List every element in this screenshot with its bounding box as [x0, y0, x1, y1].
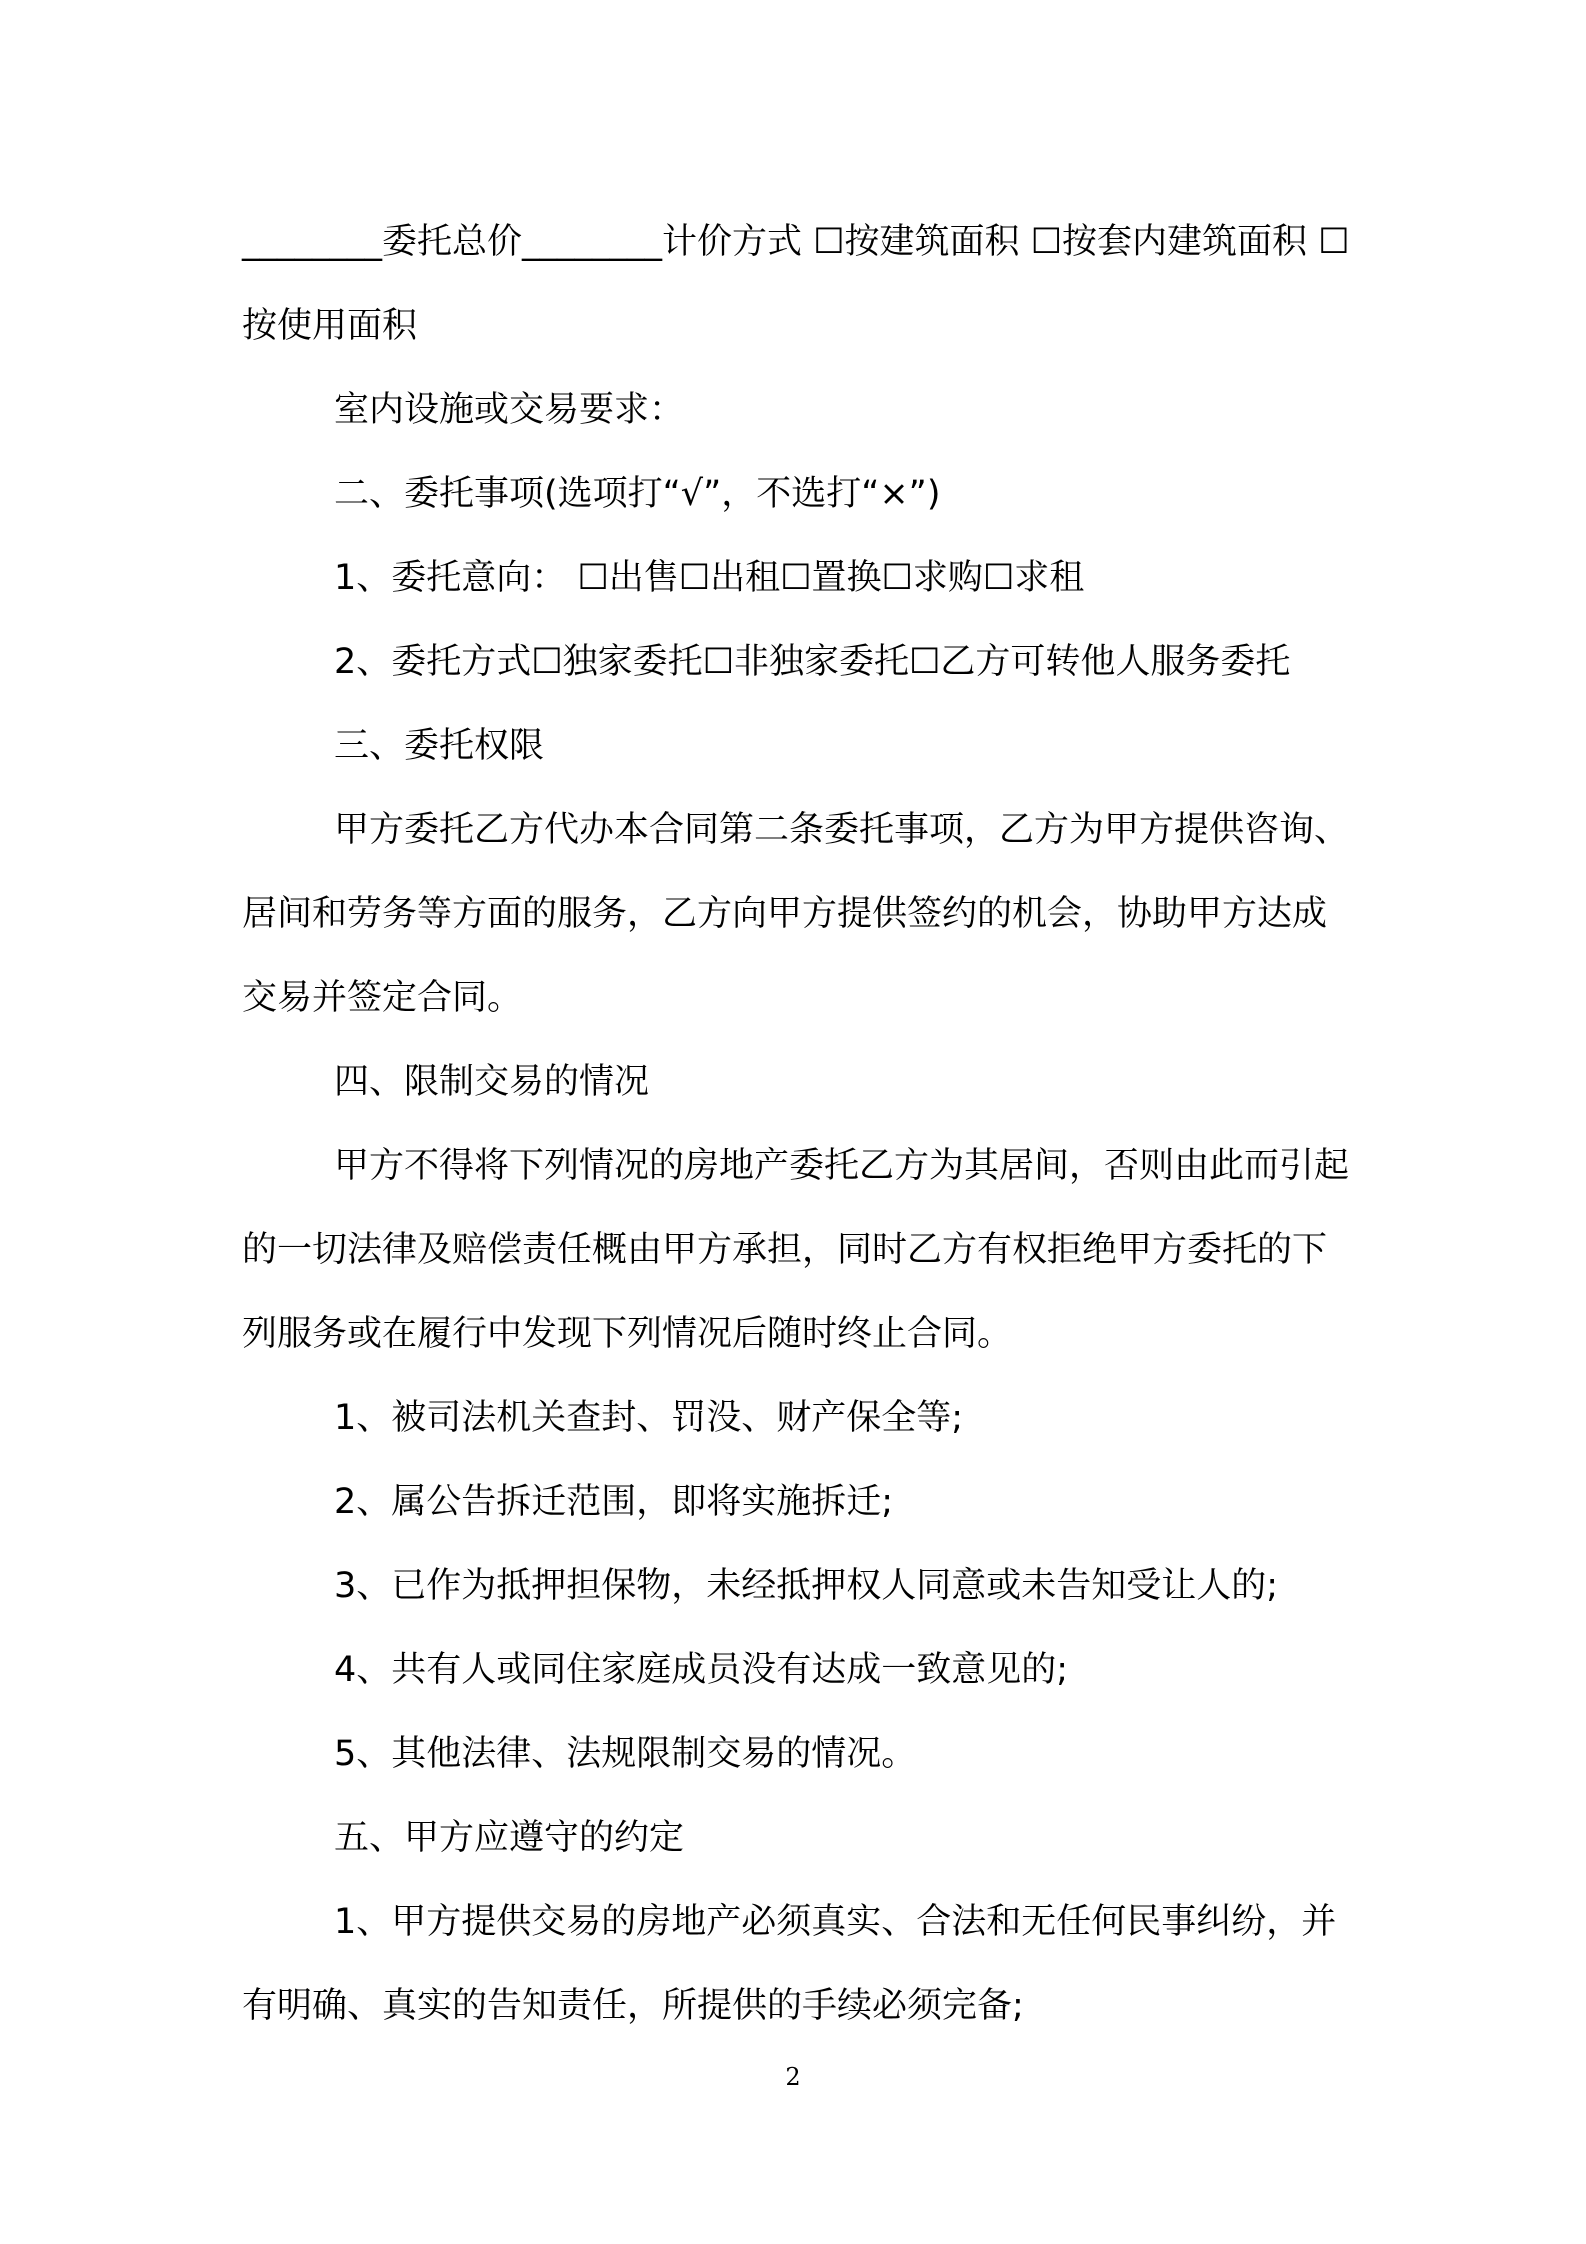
section-heading-3: 三、委托权限: [334, 726, 545, 766]
list-item-restriction-4: 4、共有人或同住家庭成员没有达成一致意见的;: [334, 1650, 1069, 1690]
paragraph-price-method: ________委托总价________计价方式 ☐按建筑面积 ☐按套内建筑面积 ☐按使用面积: [242, 222, 1350, 346]
paragraph-facility-requirements: 室内设施或交易要求：: [334, 390, 685, 430]
list-item-restriction-5: 5、其他法律、法规限制交易的情况。: [334, 1734, 917, 1774]
list-item-obligation-1: 1、甲方提供交易的房地产必须真实、合法和无任何民事纠纷，并有明确、真实的告知责任，所提供的手续必须完备;: [242, 1902, 1337, 2026]
paragraph-authority: 甲方委托乙方代办本合同第二条委托事项，乙方为甲方提供咨询、居间和劳务等方面的服务，乙方向甲方提供签约的机会，协助甲方达成交易并签定合同。: [242, 810, 1350, 1018]
paragraph-intent: 1、委托意向： ☐出售☐出租☐置换☐求购☐求租: [334, 558, 1085, 598]
section-heading-4: 四、限制交易的情况: [334, 1062, 650, 1102]
list-item-restriction-3: 3、已作为抵押担保物，未经抵押权人同意或未告知受让人的;: [334, 1566, 1279, 1606]
list-item-restriction-1: 1、被司法机关查封、罚没、财产保全等;: [334, 1398, 964, 1438]
section-heading-5: 五、甲方应遵守的约定: [334, 1818, 685, 1858]
list-item-restriction-2: 2、属公告拆迁范围，即将实施拆迁;: [334, 1482, 894, 1522]
section-heading-2: 二、委托事项(选项打“√”，不选打“×”): [334, 474, 941, 514]
paragraph-restrictions: 甲方不得将下列情况的房地产委托乙方为其居间，否则由此而引起的一切法律及赔偿责任概由甲方承担，同时乙方有权拒绝甲方委托的下列服务或在履行中发现下列情况后随时终止合同。: [242, 1146, 1350, 1354]
document-body: [242, 200, 1352, 2048]
page-number: 2: [785, 2063, 801, 2091]
paragraph-method: 2、委托方式☐独家委托☐非独家委托☐乙方可转他人服务委托: [334, 642, 1291, 682]
